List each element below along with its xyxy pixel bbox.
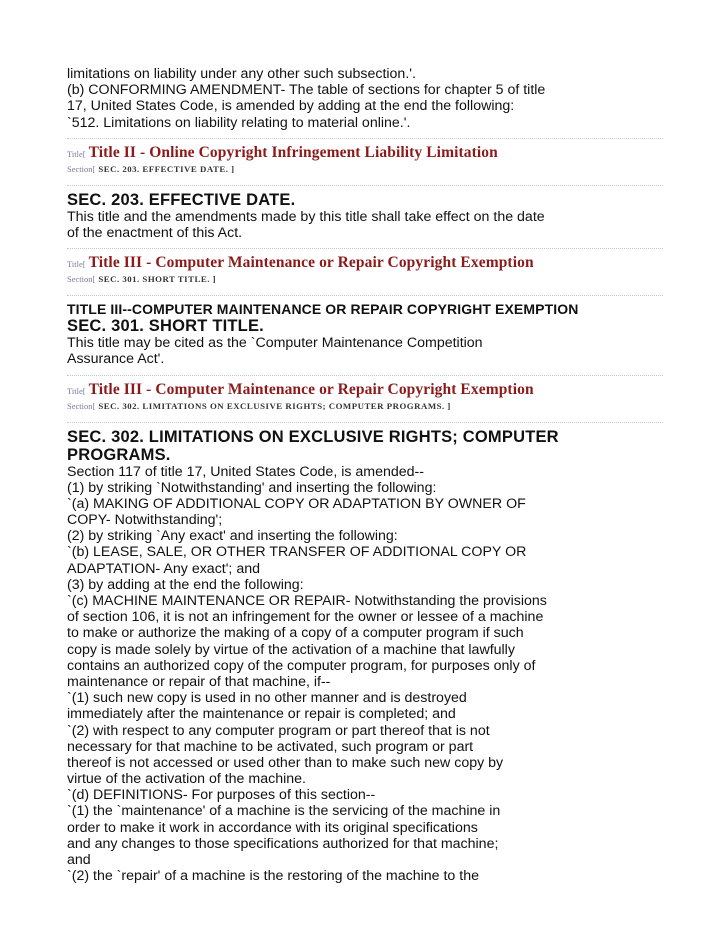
text-line: `(a) MAKING OF ADDITIONAL COPY OR ADAPTATION BY OWNER OF <box>67 495 526 512</box>
text-line: order to make it work in accordance with its original specifications <box>67 819 478 836</box>
text-line: This title and the amendments made by this title shall take effect on the date <box>67 208 545 225</box>
text-line: contains an authorized copy of the computer program, for purposes only of <box>67 657 536 674</box>
text-line: ADAPTATION- Any exact'; and <box>67 560 260 577</box>
section-link[interactable]: SEC. 203. EFFECTIVE DATE. ] <box>98 163 235 174</box>
divider <box>67 375 663 376</box>
divider <box>67 248 663 249</box>
section-breadcrumb <box>67 274 663 288</box>
text-line: COPY- Notwithstanding'; <box>67 512 223 529</box>
text-line: `(c) MACHINE MAINTENANCE OR REPAIR- Notwithstanding the provisions <box>67 593 547 609</box>
text-line: `512. Limitations on liability relating to material online.'. <box>67 114 411 131</box>
text-line: `(1) the `maintenance' of a machine is the servicing of the machine in <box>67 803 501 820</box>
section-body <box>67 464 663 885</box>
title-kicker: Title[ <box>67 259 86 270</box>
divider <box>67 138 663 139</box>
title-breadcrumb <box>67 381 663 400</box>
title-breadcrumb <box>67 254 663 273</box>
text-line: copy is made solely by virtue of the activation of a machine that lawfully <box>67 641 515 658</box>
text-line: Assurance Act'. <box>67 351 165 368</box>
section-heading: SEC. 301. SHORT TITLE. <box>67 317 264 336</box>
text-line: thereof is not accessed or used other than to make such new copy by <box>67 754 504 771</box>
text-line: `(d) DEFINITIONS- For purposes of this section-- <box>67 787 376 804</box>
text-line: `(b) LEASE, SALE, OR OTHER TRANSFER OF ADDITIONAL COPY OR <box>67 544 527 561</box>
text-line: limitations on liability under any other such subsection.'. <box>67 66 416 82</box>
text-line: to make or authorize the making of a copy of a computer program if such <box>67 625 524 642</box>
text-line: `(1) such new copy is used in no other manner and is destroyed <box>67 690 467 707</box>
heading-line: PROGRAMS. <box>67 445 171 464</box>
divider <box>67 185 663 186</box>
title-breadcrumb <box>67 144 663 163</box>
divider <box>67 295 663 296</box>
text-line: (3) by adding at the end the following: <box>67 576 304 593</box>
text-line: maintenance or repair of that machine, if-- <box>67 673 331 690</box>
section-link[interactable]: SEC. 301. SHORT TITLE. ] <box>98 274 217 285</box>
section-body <box>67 335 663 367</box>
title-link[interactable]: Title III - Computer Maintenance or Repair Copyright Exemption <box>88 380 534 398</box>
text-line: necessary for that machine to be activated, such program or part <box>67 738 474 755</box>
text-line: (1) by striking `Notwithstanding' and inserting the following: <box>67 479 437 496</box>
title-kicker: Title[ <box>67 148 86 159</box>
section-heading: SEC. 203. EFFECTIVE DATE. <box>67 190 296 209</box>
section-heading <box>67 428 663 464</box>
text-line: and <box>67 852 91 868</box>
title-heading: TITLE III--COMPUTER MAINTENANCE OR REPAIR COPYRIGHT EXEMPTION <box>67 301 579 318</box>
intro-text <box>67 66 663 131</box>
section-kicker: Section[ <box>67 400 96 411</box>
text-line: 17, United States Code, is amended by adding at the end the following: <box>67 98 515 115</box>
text-line: of the enactment of this Act. <box>67 224 243 241</box>
section-breadcrumb <box>67 401 663 415</box>
text-line: This title may be cited as the `Computer Maintenance Competition <box>67 335 483 352</box>
text-line: virtue of the activation of the machine. <box>67 771 306 788</box>
text-line: and any changes to those specifications authorized for that machine; <box>67 835 499 852</box>
text-line: Section 117 of title 17, United States Code, is amended-- <box>67 463 424 480</box>
section-link[interactable]: SEC. 302. LIMITATIONS ON EXCLUSIVE RIGHTS; COMPUTER PROGRAMS. ] <box>98 400 451 411</box>
heading-line: SEC. 302. LIMITATIONS ON EXCLUSIVE RIGHTS; COMPUTER <box>67 427 559 446</box>
text-line: `(2) the `repair' of a machine is the restoring of the machine to the <box>67 868 479 885</box>
text-line: of section 106, it is not an infringement for the owner or lessee of a machine <box>67 609 544 626</box>
document-page <box>67 66 663 884</box>
divider <box>67 422 663 423</box>
text-line: immediately after the maintenance or repair is completed; and <box>67 706 456 723</box>
text-line: (b) CONFORMING AMENDMENT- The table of sections for chapter 5 of title <box>67 82 546 99</box>
text-line: `(2) with respect to any computer program or part thereof that is not <box>67 722 490 739</box>
title-link[interactable]: Title III - Computer Maintenance or Repair Copyright Exemption <box>88 254 534 272</box>
section-body <box>67 209 663 241</box>
title-link[interactable]: Title II - Online Copyright Infringement Liability Limitation <box>88 143 498 161</box>
text-line: (2) by striking `Any exact' and inserting the following: <box>67 528 398 545</box>
section-kicker: Section[ <box>67 163 96 174</box>
title-kicker: Title[ <box>67 385 86 396</box>
section-kicker: Section[ <box>67 274 96 285</box>
section-breadcrumb <box>67 164 663 178</box>
